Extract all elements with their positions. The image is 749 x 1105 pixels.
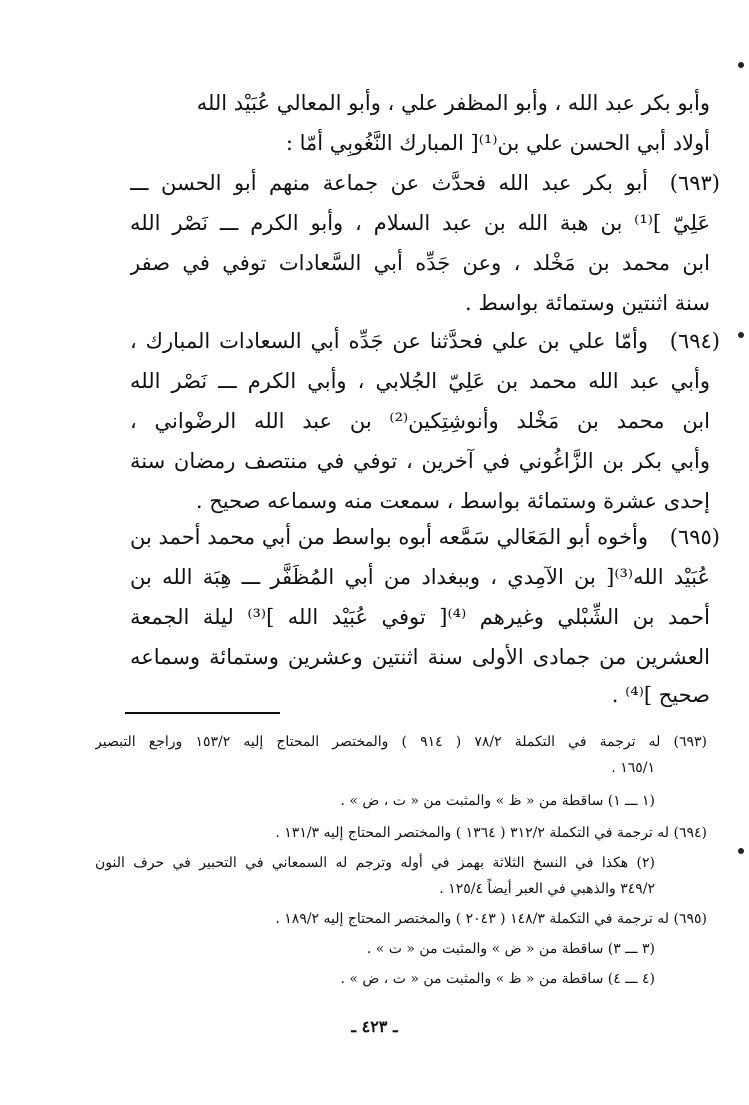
footnote-line: (٦٩٤) له ترجمة في التكملة ٣١٢/٢ ( ١٣٦٤ ) والمختصر المحتاج إليه ١٣١/٣ . xyxy=(275,825,707,841)
entry-line: إحدى عشرة وستمائة بواسط ، سمعت منه وسماعه صحيح . xyxy=(195,489,710,513)
entry-line: سنة اثنتين وستمائة بواسط . xyxy=(464,291,710,315)
footnote-line: (٢) هكذا في النسخ الثلاثة بهمز في أوله وترجم له السمعاني في التحبير في حرف النون xyxy=(95,855,655,871)
entry-line: أبو بكر عبد الله فحدَّث عن جماعة منهم أبو الحسن ـــ xyxy=(130,171,648,195)
footnote-line: (٣ ـــ ٣) ساقطة من « ض » والمثبت من « ت » . xyxy=(366,941,655,957)
footnote-line: (٤ ـــ ٤) ساقطة من « ظ » والمثبت من « ت ، ض » . xyxy=(340,971,655,987)
intro-line: وأبو بكر عبد الله ، وأبو المظفر علي ، وأبو المعالي عُبَيْد الله xyxy=(196,91,710,115)
footnote-line: ٣٤٩/٢ والذهبي في العبر أيضاً ١٢٥/٤ . xyxy=(439,881,655,897)
margin-mark xyxy=(738,848,744,854)
footnote-line: (٦٩٣) له ترجمة في التكملة ٧٨/٢ ( ٩١٤ ) والمختصر المحتاج إليه ١٥٣/٢ وراجع التبصير xyxy=(95,734,707,750)
footnote-line: (٦٩٥) له ترجمة في التكملة ١٤٨/٣ ( ٢٠٤٣ ) والمختصر المحتاج إليه ١٨٩/٢ . xyxy=(275,911,707,927)
entry-number: (٦٩٤) xyxy=(669,329,720,353)
margin-mark xyxy=(738,62,744,68)
entry-line: عُبَيْد الله⁽³⁾[ بن الآمِدي ، وببغداد من أبي المُظَفَّر ـــ هِبَة الله بن xyxy=(130,565,710,589)
page-number: ـ ٤٢٣ ـ xyxy=(351,1017,398,1036)
entry-line: ابن محمد بن مَخْلد وأنوشِتِكين⁽²⁾ بن عبد الله الرضْواني ، xyxy=(130,409,710,433)
entry-line: صحيح ]⁽⁴⁾ . xyxy=(611,683,710,707)
entry-number: (٦٩٣) xyxy=(669,171,720,195)
entry-line: عَلِيّ ]⁽¹⁾ بن هبة الله بن عبد السلام ، وأبو الكرم ـــ نَصْر الله xyxy=(130,211,710,235)
footnote-separator xyxy=(125,712,280,714)
footnote-line: ١٦٥/١ . xyxy=(611,760,655,776)
intro-line: أولاد أبي الحسن علي بن⁽¹⁾[ المبارك النَّغُوبِي أمّا : xyxy=(285,131,710,155)
entry-line: وأمّا علي بن علي فحدَّثنا عن جَدِّه أبي السعادات المبارك ، xyxy=(130,329,648,353)
entry-line: العشرين من جمادى الأولى سنة اثنتين وعشرين وستمائة وسماعه xyxy=(130,645,710,669)
footnote-line: (١ ـــ ١) ساقطة من « ظ » والمثبت من « ت ، ض » . xyxy=(340,793,655,809)
margin-mark xyxy=(738,332,744,338)
entry-line: وأبي بكر بن الزَّاغُوني في آخرين ، توفي في منتصف رمضان سنة xyxy=(130,449,710,473)
entry-line: وأخوه أبو المَعَالي سَمَّعه أبوه بواسط من أبي محمد أحمد بن xyxy=(130,525,648,549)
entry-line: وأبي عبد الله محمد بن عَلِيّ الجُلابي ، وأبي الكرم ـــ نَصْر الله xyxy=(130,369,710,393)
entry-number: (٦٩٥) xyxy=(669,525,720,549)
entry-line: ابن محمد بن مَخْلد ، وعن جَدِّه أبي السَّعادات توفي في صفر xyxy=(130,251,710,275)
entry-line: أحمد بن الشِّبْلي وغيرهم ⁽⁴⁾[ توفي عُبَيْد الله ]⁽³⁾ ليلة الجمعة xyxy=(130,605,710,629)
